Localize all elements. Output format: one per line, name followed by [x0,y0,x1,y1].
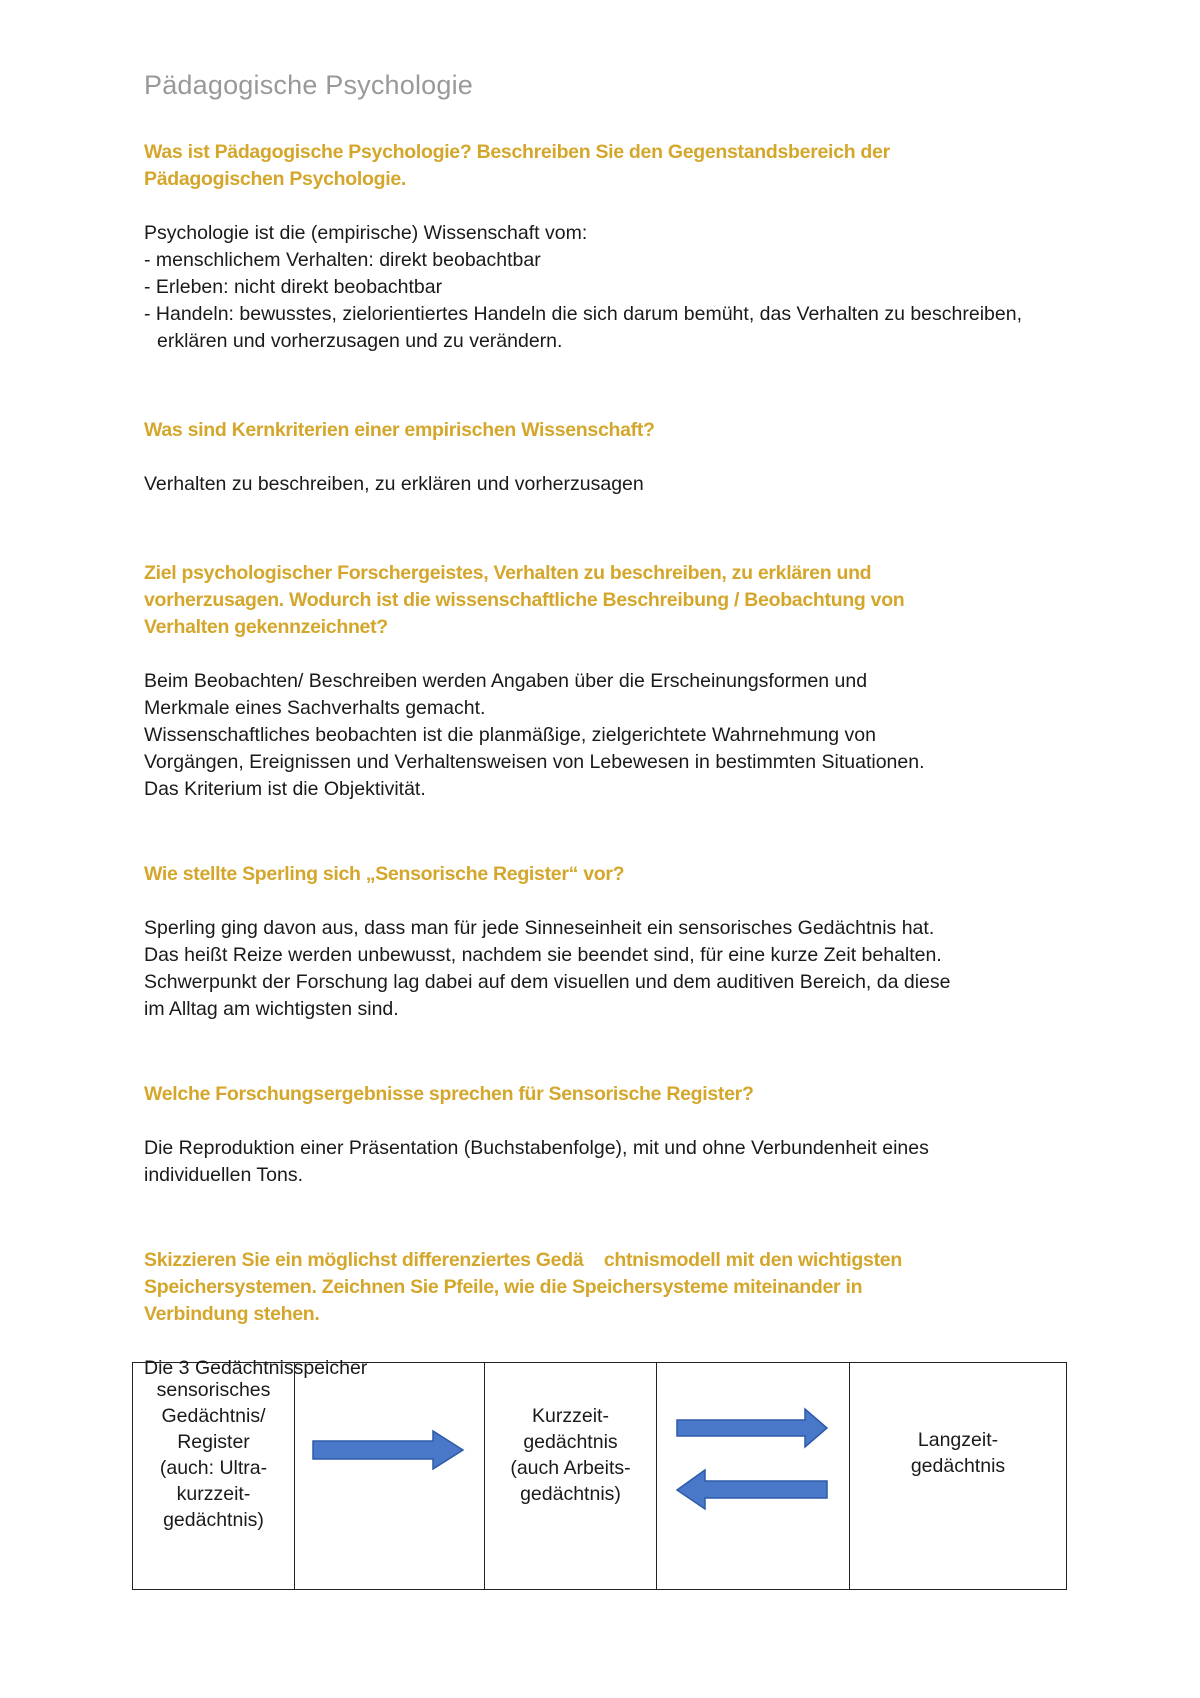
bidirectional-arrows [657,1363,850,1589]
question-2: Was sind Kernkriterien einer empirischen Wissenschaft? [144,419,655,441]
question-4: Wie stellte Sperling sich „Sensorische Register“ vor? [144,863,625,885]
question-1: Was ist Pädagogische Psychologie? Beschreiben Sie den Gegenstandsbereich der Pädagogischen Psychologie. [144,141,890,190]
answer-4: Sperling ging davon aus, dass man für jede Sinneseinheit ein sensorisches Gedächtnis hat. Das heißt Reize werden unbewusst, nachdem sie beendet sind, für eine kurze Zeit behalten. Schwerpunkt der Forschung lag dabei auf dem visuellen und dem auditiven Bereich, da diese im Alltag am wichtigsten sind. [144,917,951,1020]
answer-1 [144,220,1074,355]
answer-1-intro: Psychologie ist die (empirische) Wissenschaft vom: [144,222,588,244]
right-arrow-icon [295,1363,485,1589]
left-arrow-icon [677,1470,827,1509]
document-content [144,70,1074,1382]
memory-model-table [132,1362,1067,1590]
list-item: - Erleben: nicht direkt beobachtbar [144,276,443,298]
answer-2: Verhalten zu beschreiben, zu erklären und vorherzusagen [144,473,644,495]
answer-5: Die Reproduktion einer Präsentation (Buchstabenfolge), mit und ohne Verbundenheit eines individuellen Tons. [144,1137,929,1186]
list-item: - Handeln: bewusstes, zielorientiertes Handeln die sich darum bemüht, das Verhalten zu beschreiben, erklären und vorherzusagen und zu verändern. [144,303,1022,352]
arrow-cell-1 [295,1363,485,1590]
question-5: Welche Forschungsergebnisse sprechen für Sensorische Register? [144,1083,754,1105]
long-term-memory-cell: Langzeit- gedächtnis [850,1363,1067,1590]
right-arrow-icon [677,1409,827,1447]
arrow-cell-2 [657,1363,850,1590]
answer-3: Beim Beobachten/ Beschreiben werden Angaben über die Erscheinungsformen und Merkmale eines Sachverhalts gemacht. Wissenschaftliches beobachten ist die planmäßige, zielgerichtete Wahrnehmung von Vorgängen, Ereignissen und Verhaltensweisen von Lebewesen in bestimmten Situationen. Das Kriterium ist die Objektivität. [144,670,925,800]
answer-6: Die 3 Gedächtnisspeicher [144,1357,368,1379]
sensory-memory-cell: sensorisches Gedächtnis/ Register (auch: Ultra- kurzzeit- gedächtnis) [133,1363,295,1590]
list-item: - menschlichem Verhalten: direkt beobachtbar [144,249,541,271]
short-term-memory-cell: Kurzzeit- gedächtnis (auch Arbeits- gedächtnis) [485,1363,657,1590]
page-title: Pädagogische Psychologie [144,70,474,100]
question-6: Skizzieren Sie ein möglichst differenziertes Gedä chtnismodell mit den wichtigsten Speichersystemen. Zeichnen Sie Pfeile, wie die Speichersysteme miteinander in Verbindung stehen. [144,1249,902,1325]
question-3: Ziel psychologischer Forschergeistes, Verhalten zu beschreiben, zu erklären und vorherzusagen. Wodurch ist die wissenschaftliche Beschreibung / Beobachtung von Verhalten gekennzeichnet? [144,562,905,638]
